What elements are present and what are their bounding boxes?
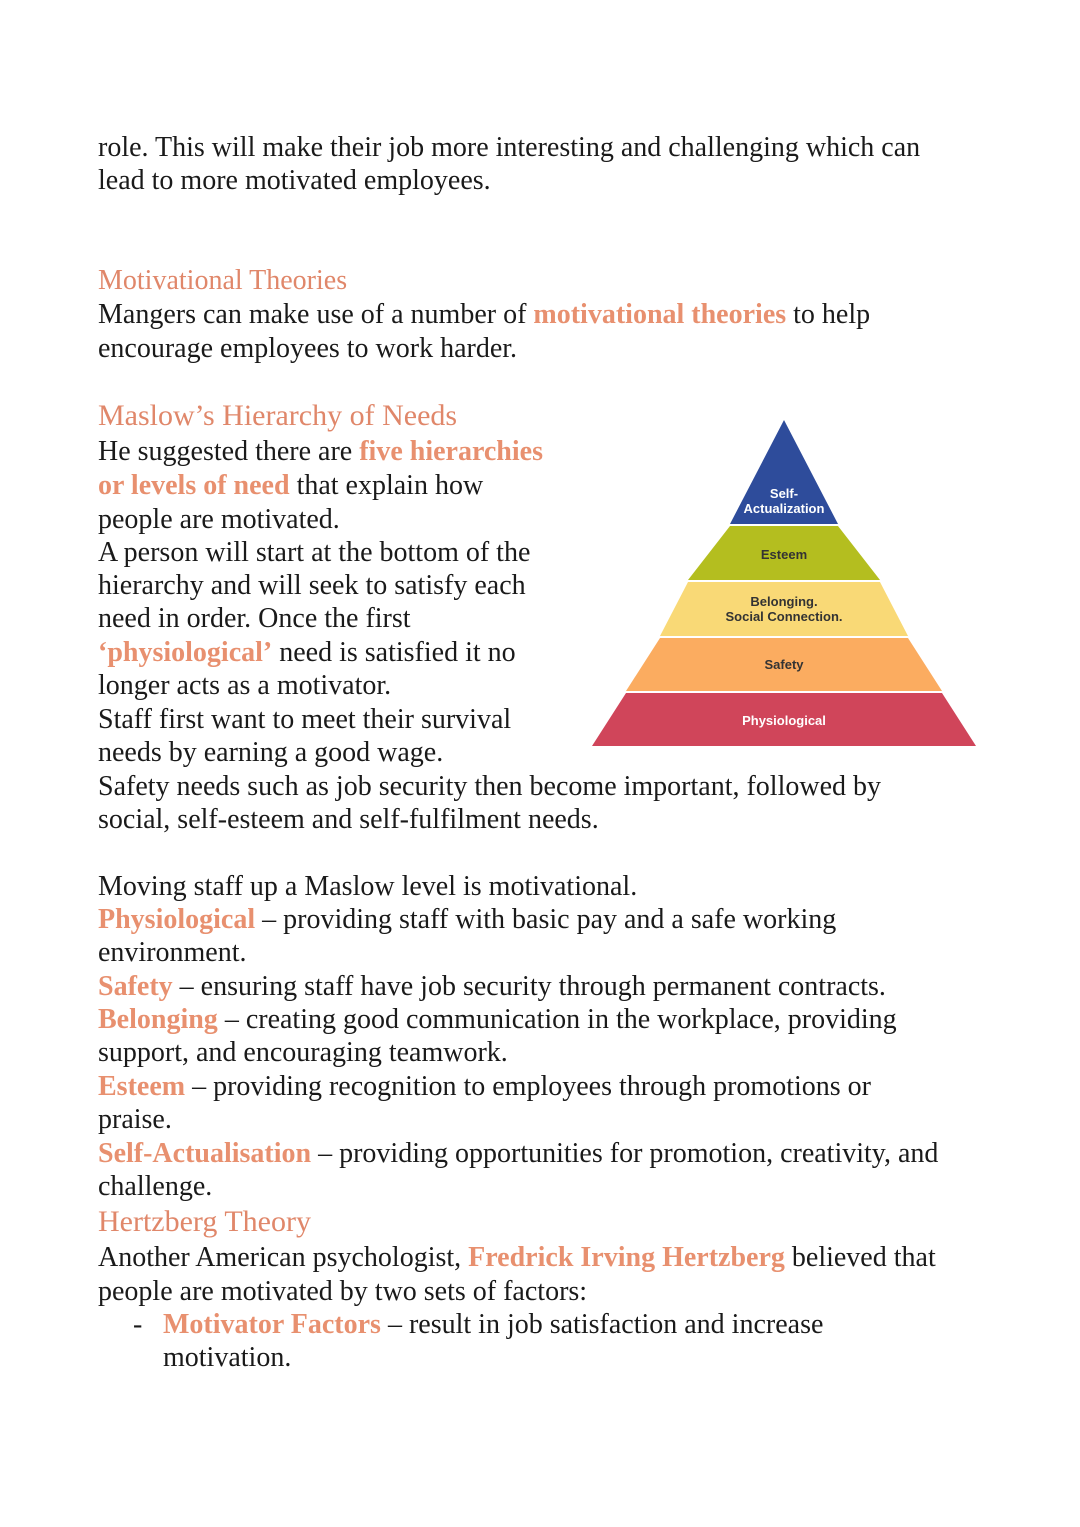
maslow-line-11: Safety needs such as job security then become important, followed by: [98, 771, 882, 802]
level-belonging-line: Belonging – creating good communication in the workplace, providing: [98, 1004, 897, 1035]
pyramid-label-self-actualization-2: Actualization: [743, 501, 825, 516]
motivator-factors-bullet: Motivator Factors – result in job satisfaction and increase: [163, 1309, 824, 1340]
maslow-line-1: He suggested there are five hierarchies: [98, 436, 543, 467]
pyramid-label-belonging-2: Social Connection.: [725, 609, 843, 624]
level-self-actualisation-line: Self-Actualisation – providing opportunities for promotion, creativity, and: [98, 1138, 939, 1169]
maslow-line-3: people are motivated.: [98, 504, 340, 535]
pyramid-label-self-actualization-1: Self-: [769, 486, 799, 501]
maslow-line-4: A person will start at the bottom of the: [98, 537, 531, 568]
pyramid-label-physiological: Physiological: [742, 713, 826, 728]
maslow-line-9: Staff first want to meet their survival: [98, 704, 512, 735]
motivational-theories-line-2: encourage employees to work harder.: [98, 333, 518, 364]
motivator-factors-bullet-line-2: motivation.: [163, 1342, 292, 1373]
highlight-physiological: ‘physiological’: [98, 637, 273, 668]
pyramid-label-belonging-1: Belonging.: [750, 594, 818, 609]
level-physiological-line-2: environment.: [98, 937, 247, 968]
highlight-motivator-factors: Motivator Factors: [163, 1309, 381, 1340]
pyramid-label-safety: Safety: [764, 657, 804, 672]
maslow-line-2: or levels of need that explain how: [98, 470, 484, 501]
highlight-level-safety: Safety: [98, 971, 173, 1002]
maslow-line-6: need in order. Once the first: [98, 603, 411, 634]
maslow-levels-intro: Moving staff up a Maslow level is motivational.: [98, 871, 638, 902]
level-safety-line: Safety – ensuring staff have job security through permanent contracts.: [98, 971, 886, 1002]
highlight-levels-of-need: or levels of need: [98, 470, 290, 501]
motivational-theories-heading: Motivational Theories: [98, 265, 348, 296]
bullet-dash: -: [133, 1309, 143, 1340]
highlight-level-esteem: Esteem: [98, 1071, 186, 1102]
level-physiological-line: Physiological – providing staff with basic pay and a safe working: [98, 904, 837, 935]
pyramid-label-esteem: Esteem: [760, 547, 808, 562]
maslow-pyramid: [590, 418, 978, 748]
intro-line-1: role. This will make their job more interesting and challenging which can: [98, 132, 921, 163]
highlight-level-belonging: Belonging: [98, 1004, 218, 1035]
level-esteem-line: Esteem – providing recognition to employees through promotions or: [98, 1071, 871, 1102]
maslow-line-7: ‘physiological’ need is satisfied it no: [98, 637, 516, 668]
highlight-level-self-actualisation: Self-Actualisation: [98, 1138, 312, 1169]
hertzberg-line-1: Another American psychologist, Fredrick Irving Hertzberg believed that: [98, 1242, 936, 1273]
level-self-actualisation-line-2: challenge.: [98, 1171, 213, 1202]
highlight-level-physiological: Physiological: [98, 904, 256, 935]
maslow-line-10: needs by earning a good wage.: [98, 737, 444, 768]
maslow-heading: Maslow’s Hierarchy of Needs: [98, 399, 458, 432]
intro-line-2: lead to more motivated employees.: [98, 165, 491, 196]
highlight-five-hierarchies: five hierarchies: [359, 436, 543, 467]
highlight-motivational-theories: motivational theories: [533, 299, 787, 330]
hertzberg-line-2: people are motivated by two sets of factors:: [98, 1276, 588, 1307]
level-esteem-line-2: praise.: [98, 1104, 172, 1135]
hertzberg-heading: Hertzberg Theory: [98, 1205, 311, 1238]
level-belonging-line-2: support, and encouraging teamwork.: [98, 1037, 508, 1068]
highlight-hertzberg-name: Fredrick Irving Hertzberg: [468, 1242, 785, 1273]
maslow-line-5: hierarchy and will seek to satisfy each: [98, 570, 526, 601]
motivational-theories-line-1: Mangers can make use of a number of motivational theories to help: [98, 299, 871, 330]
maslow-line-8: longer acts as a motivator.: [98, 670, 392, 701]
maslow-line-12: social, self-esteem and self-fulfilment needs.: [98, 804, 599, 835]
